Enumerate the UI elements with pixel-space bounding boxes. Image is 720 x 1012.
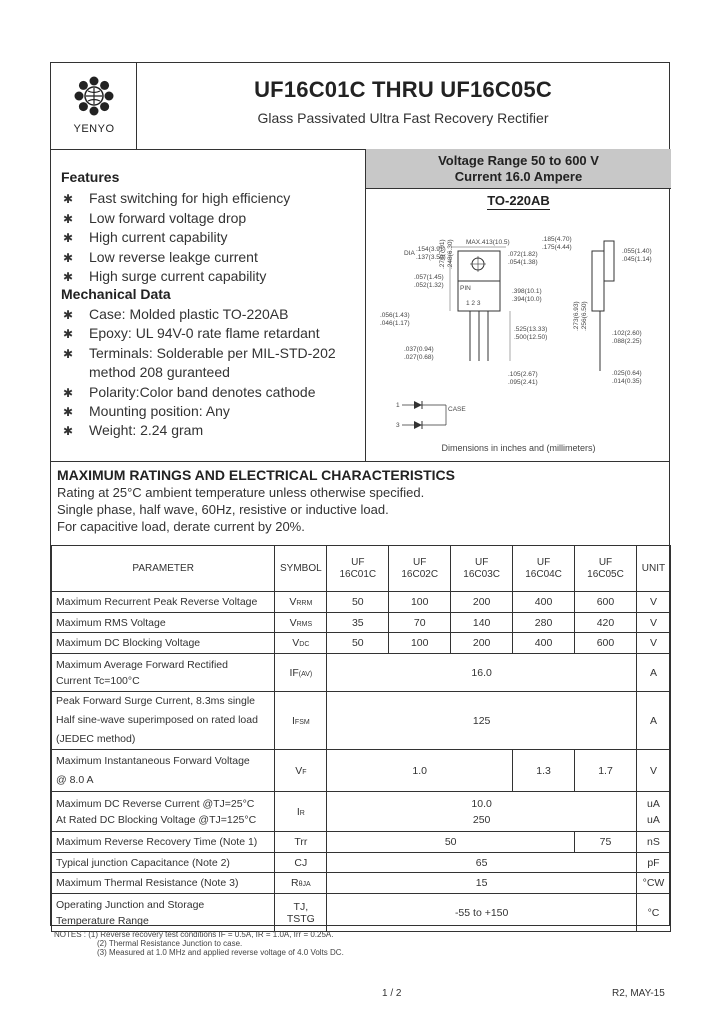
features-heading: Features [61,169,120,185]
dim-label: .154(3.91) [416,246,446,253]
list-item: ✱ Terminals: Solderable per MIL-STD-202 [63,344,336,363]
pin-numbers: 1 2 3 [466,300,481,307]
list-item: ✱ Low forward voltage drop [63,209,290,229]
col-header: PARAMETER [52,546,275,592]
voltage-current-box [365,149,671,189]
dim-label: .072(1.82) [508,251,538,258]
dim-label: .525(13.33) [514,326,548,333]
col-header: UF 16C03C [451,546,513,592]
brand-name: YENYO [73,123,115,135]
dim-label: .025(0.64) [612,370,642,377]
asterisk-icon: ✱ [63,250,74,265]
package-name: TO-220AB [487,193,550,208]
table-row: Maximum Instantaneous Forward Voltage @ 8.0 A VF 1.0 1.3 1.7 V [52,750,671,792]
asterisk-icon: ✱ [63,327,74,342]
dimensions-caption: Dimensions in inches and (millimeters) [441,443,596,453]
list-item: ✱ Case: Molded plastic TO-220AB [63,305,336,324]
list-item: ✱ High surge current capability [63,267,290,287]
table-row: Maximum Reverse Recovery Time (Note 1) Trr 50 75 nS [52,832,671,853]
list-item: ✱ Polarity:Color band denotes cathode [63,383,336,402]
dim-label: .398(10.1) [512,288,542,295]
dim-label: .105(2.67) [508,371,538,378]
asterisk-icon: ✱ [63,424,74,439]
dim-label: .056(1.43) [380,312,410,319]
dim-label: DIA [404,250,415,257]
asterisk-icon: ✱ [63,270,74,284]
revision: R2, MAY-15 [612,988,665,999]
note-1: (1) Reverse recovery test conditions IF = 0.5A, IR = 1.0A, Irr = 0.25A. [88,930,334,939]
table-row: Typical junction Capacitance (Note 2) CJ 65 pF [52,853,671,873]
asterisk-icon: ✱ [63,404,74,419]
dim-label: .055(1.40) [622,248,652,255]
col-header: SYMBOL [275,546,327,592]
dim-label: .394(10.0) [512,296,542,303]
col-header: UF 16C05C [575,546,637,592]
note-3: (3) Measured at 1.0 MHz and applied reverse voltage of 4.0 Volts DC. [97,948,344,957]
dim-label: .273(6.93) [573,301,580,331]
dim-label: .014(0.35) [612,378,642,385]
asterisk-icon: ✱ [63,192,74,206]
dim-label: .500(12.50) [514,334,548,341]
dim-label: MAX.413(10.5) [466,239,510,246]
dim-label: .102(2.60) [612,330,642,337]
table-header-row [52,546,671,592]
table-row: Peak Forward Surge Current, 8.3ms single Half sine-wave superimposed on rated load (JEDEC method) IFSM 125 A [52,692,671,750]
table-row: Maximum Recurrent Peak Reverse Voltage VRRM 50 100 200 400 600 V [52,592,671,613]
mechanical-heading: Mechanical Data [61,286,171,302]
dim-label: .054(1.38) [508,259,538,266]
pin-label: 1 [396,402,400,409]
dim-label: .256(6.50) [581,301,588,331]
ratings-note: Rating at 25°C ambient temperature unless otherwise specified. [57,485,425,500]
list-item: ✱ Epoxy: UL 94V-0 rate flame retardant [63,324,336,343]
list-item: ✱ High current capability [63,228,290,248]
dim-label: .185(4.70) [542,236,572,243]
dim-label: .248(6.30) [447,239,454,269]
list-item: ✱ Low reverse leakge current [63,248,290,268]
page-title: UF16C01C THRU UF16C05C [254,77,552,102]
note-2: (2) Thermal Resistance Junction to case. [97,939,243,948]
asterisk-icon: ✱ [63,308,74,322]
dim-label: .276(7.01) [439,239,446,269]
col-header: UNIT [636,546,670,592]
page-number: 1 / 2 [382,988,402,999]
divider [51,461,669,462]
notes [54,930,344,957]
dim-label: .052(1.32) [414,282,444,289]
list-item: ✱ Mounting position: Any [63,402,336,421]
ratings-heading: MAXIMUM RATINGS AND ELECTRICAL CHARACTERISTICS [57,467,455,483]
dim-label: .175(4.44) [542,244,572,251]
logo-cell [51,63,137,149]
yenyo-logo-icon [71,73,117,119]
features-list [63,189,290,287]
dim-label: .137(3.50) [416,254,446,261]
table-row: Maximum Average Forward Rectified Current Tc=100°C IF(AV) 16.0 A [52,654,671,692]
dim-label: .095(2.41) [508,379,538,386]
col-header: UF 16C01C [327,546,389,592]
package-panel [365,189,671,461]
dim-label: .046(1.17) [380,320,410,327]
ratings-note: Single phase, half wave, 60Hz, resistive or inductive load. [57,502,389,517]
table-row: Maximum Thermal Resistance (Note 3) RθJA 15 °CW [52,873,671,894]
package-drawing [366,211,672,443]
dim-label: .027(0.68) [404,354,434,361]
notes-label: NOTES : [54,930,87,939]
ratings-table [51,545,671,932]
dim-label: .088(2.25) [612,338,642,345]
table-row: Maximum RMS Voltage VRMS 35 70 140 280 420 V [52,613,671,633]
ratings-note: For capacitive load, derate current by 20%. [57,519,305,534]
pin-label: PIN [460,285,471,292]
col-header: UF 16C04C [513,546,575,592]
dim-label: .057(1.45) [414,274,444,281]
page-subtitle: Glass Passivated Ultra Fast Recovery Rectifier [257,110,549,126]
mechanical-list [63,305,336,441]
col-header: UF 16C02C [389,546,451,592]
table-row: Maximum DC Blocking Voltage VDC 50 100 200 400 600 V [52,633,671,654]
asterisk-icon: ✱ [63,211,74,226]
datasheet-frame [50,62,670,926]
list-item: ✱ Weight: 2.24 gram [63,421,336,440]
asterisk-icon: ✱ [63,385,74,400]
table-row: Maximum DC Reverse Current @TJ=25°C At Rated DC Blocking Voltage @TJ=125°C IR 10.0 250 uA uA [52,792,671,832]
list-item: ✱ Fast switching for high efficiency [63,189,290,209]
dim-label: .037(0.94) [404,346,434,353]
current-rating: Current 16.0 Ampere [454,169,583,184]
list-item: method 208 guranteed [89,364,230,381]
asterisk-icon: ✱ [63,231,74,245]
table-row: Operating Junction and Storage Temperature Range TJ, TSTG -55 to +150 °C [52,894,671,932]
asterisk-icon: ✱ [63,346,74,361]
pin-label: 3 [396,422,400,429]
voltage-range: Voltage Range 50 to 600 V [438,153,599,168]
dim-label: .045(1.14) [622,256,652,263]
case-label: CASE [448,406,466,413]
